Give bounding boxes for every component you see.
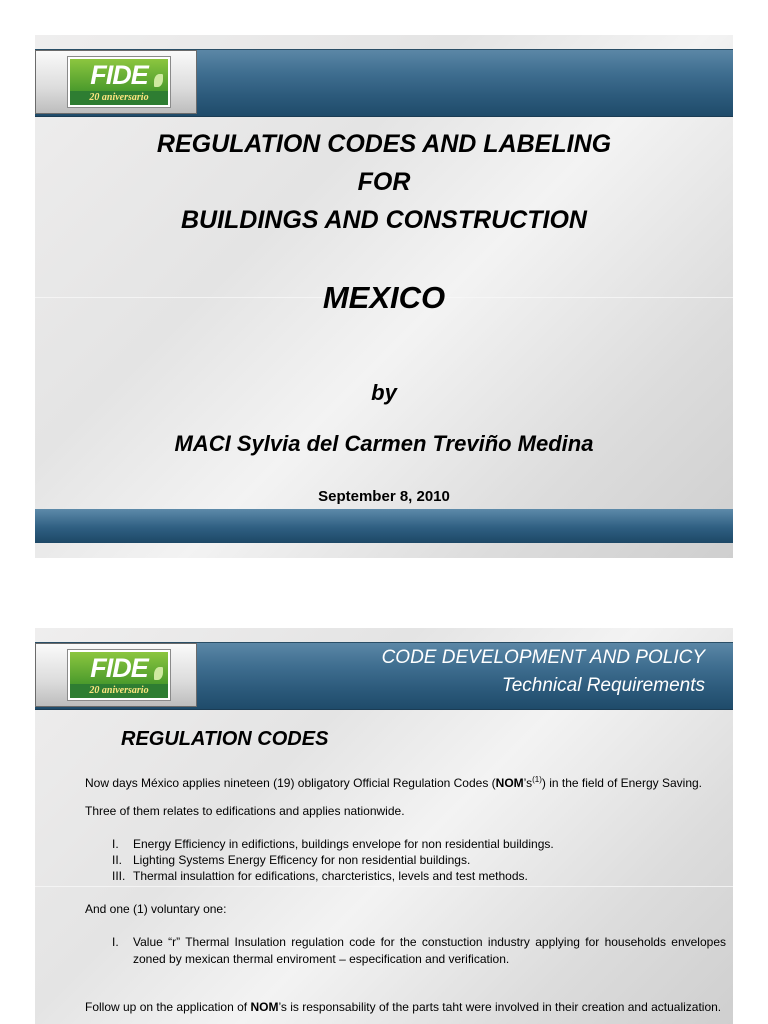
intro-paragraph bbox=[85, 771, 726, 792]
follow-up-text-end: ’s is responsability of the parts taht were involved in their creation and actualization. bbox=[278, 1000, 722, 1014]
slide-footer-bar bbox=[35, 509, 733, 543]
list-item bbox=[112, 868, 732, 884]
logo-panel bbox=[35, 643, 197, 707]
header-title: CODE DEVELOPMENT AND POLICY bbox=[381, 647, 705, 668]
slide-title bbox=[35, 35, 733, 558]
list-item bbox=[112, 836, 732, 852]
logo-brand: FIDE bbox=[70, 59, 168, 91]
list-text: Energy Efficiency in edifictions, buildings envelope for non residential buildings. bbox=[133, 837, 554, 851]
title-line-3: BUILDINGS AND CONSTRUCTION bbox=[180, 206, 587, 234]
logo-panel bbox=[35, 50, 197, 114]
list-text: Value “r” Thermal Insulation regulation code for the constuction industry applying for households envelopes zoned by mexican thermal enviroment – especification and verification. bbox=[133, 935, 726, 966]
follow-up-paragraph bbox=[63, 999, 726, 1016]
list-number: I. bbox=[112, 935, 119, 949]
list-number: I. bbox=[112, 837, 119, 851]
nationwide-paragraph: Three of them relates to edifications and applies nationwide. bbox=[85, 804, 405, 818]
slide-header-bar bbox=[35, 49, 733, 117]
nom-term: NOM bbox=[250, 1000, 279, 1014]
list-number: III. bbox=[112, 869, 126, 883]
intro-text-start: Now days México applies nineteen (19) obligatory Official Regulation Codes ( bbox=[85, 776, 496, 790]
country-heading: MEXICO bbox=[322, 280, 446, 315]
list-text: Lighting Systems Energy Efficency for non residential buildings. bbox=[133, 853, 471, 867]
slide-regulation-codes bbox=[35, 628, 733, 1024]
header-subtitle: Technical Requirements bbox=[501, 675, 705, 696]
divider-line bbox=[35, 886, 733, 887]
footnote-ref: (1) bbox=[532, 775, 542, 784]
logo-brand: FIDE bbox=[70, 652, 168, 684]
list-text: Thermal insulattion for edifications, charcteristics, levels and test methods. bbox=[133, 869, 528, 883]
nom-suffix: ’s bbox=[523, 776, 533, 790]
follow-up-text-start: Follow up on the application of bbox=[85, 1000, 251, 1014]
title-line-2: FOR bbox=[357, 168, 411, 196]
author-name: MACI Sylvia del Carmen Treviño Medina bbox=[174, 431, 594, 456]
fide-logo bbox=[67, 649, 171, 701]
fide-logo bbox=[67, 56, 171, 108]
title-line-1: REGULATION CODES AND LABELING bbox=[156, 130, 612, 158]
mandatory-codes-list bbox=[112, 836, 732, 884]
list-item bbox=[112, 934, 726, 968]
voluntary-intro: And one (1) voluntary one: bbox=[85, 902, 227, 916]
nom-term: NOM bbox=[495, 776, 524, 790]
section-title: REGULATION CODES bbox=[121, 728, 329, 750]
logo-tagline: 20 aniversario bbox=[70, 684, 168, 698]
logo-tagline: 20 aniversario bbox=[70, 91, 168, 105]
voluntary-codes-list bbox=[112, 934, 726, 968]
list-number: II. bbox=[112, 853, 123, 867]
list-item bbox=[112, 852, 732, 868]
by-label: by bbox=[371, 380, 397, 405]
slide-header-bar bbox=[35, 642, 733, 710]
presentation-date: September 8, 2010 bbox=[318, 488, 450, 505]
intro-text-end: ) in the field of Energy Saving. bbox=[541, 776, 702, 790]
